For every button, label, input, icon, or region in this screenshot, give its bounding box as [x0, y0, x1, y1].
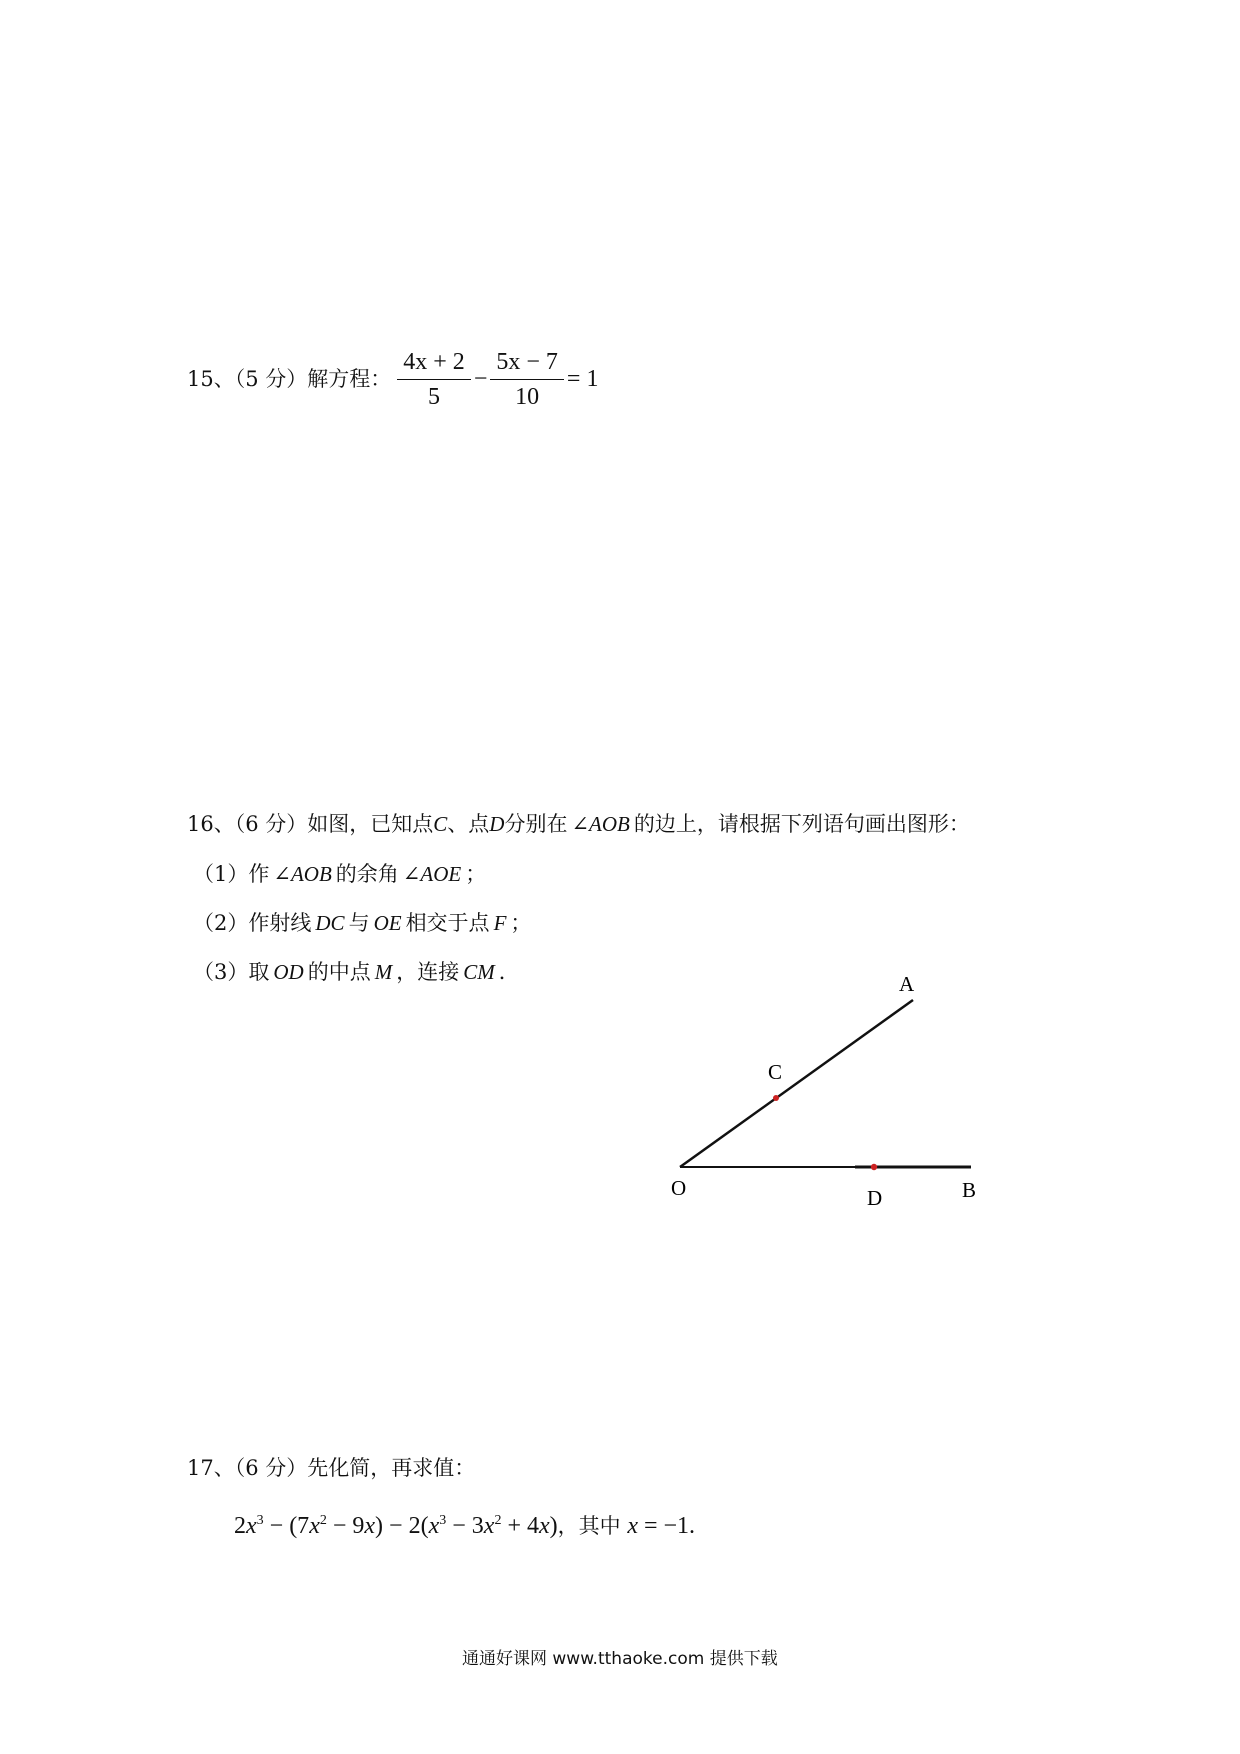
label-c: C: [768, 1060, 783, 1084]
q15-rhs: = 1: [566, 366, 599, 393]
q16-item3-point-m: M: [374, 960, 393, 984]
q16-stem-part: 、点: [447, 812, 490, 836]
q16-item2-ray-dc: DC: [315, 911, 345, 935]
q16-item1-part: ；: [465, 862, 487, 886]
q16-item2-part: ；: [510, 911, 532, 935]
q16-item3-part: ．: [498, 960, 520, 984]
q16-stem-part: 的边上，请根据下列语句画出图形：: [633, 812, 970, 836]
point-c-dot: [773, 1095, 779, 1101]
point-d-dot: [871, 1164, 877, 1170]
label-a: A: [899, 972, 915, 996]
q15-fraction-2: [490, 348, 564, 412]
q16-item3-part: （3）取: [193, 960, 270, 984]
question-17-stem: 17、（6 分）先化简，再求值：: [187, 1456, 476, 1480]
footer-download-note: 通通好课网 www.tthaoke.com 提供下载: [462, 1649, 778, 1669]
question-16-item-2: [193, 911, 531, 936]
ray-oa: [680, 1000, 913, 1167]
q16-item2-part: 相交于点: [405, 911, 490, 935]
q15-frac1-denominator: 5: [428, 383, 441, 410]
q15-fraction-1: [397, 348, 471, 412]
label-o: O: [671, 1176, 687, 1200]
q16-stem-part: 16、（6 分）如图，已知点: [187, 812, 434, 836]
q16-item2-ray-oe: OE: [373, 911, 402, 935]
q16-item3-segment-od: OD: [273, 960, 304, 984]
q16-item3-part: ，连接: [396, 960, 460, 984]
q15-frac2-numerator: 5x − 7: [490, 348, 564, 380]
q16-item1-part: 的余角: [335, 862, 399, 886]
label-d: D: [867, 1186, 883, 1210]
label-b: B: [962, 1178, 977, 1202]
q16-point-c: C: [433, 812, 448, 836]
q16-angle-aob: ∠AOB: [571, 812, 630, 836]
question-17-expression: $2x^3 - (7x^2 - 9x) - 2(x^3 - 3x^2 + 4x)$，其中 x = −1.: [234, 1513, 696, 1539]
q16-item1-angle-aob: ∠AOB: [273, 862, 332, 886]
q16-item2-point-f: F: [493, 911, 507, 935]
q15-prefix: 15、（5 分）解方程：: [187, 367, 392, 392]
question-16-item-1: [193, 862, 486, 887]
q16-point-d: D: [489, 812, 505, 836]
q16-stem-part: 分别在: [504, 812, 568, 836]
q16-item1-angle-aoe: ∠AOE: [402, 862, 462, 886]
q16-item3-segment-cm: CM: [463, 960, 495, 984]
q16-angle-figure: [660, 960, 1000, 1220]
q16-item2-part: 与: [348, 911, 370, 935]
q15-frac1-numerator: 4x + 2: [397, 348, 471, 380]
q16-item2-part: （2）作射线: [193, 911, 312, 935]
question-16-stem: [187, 812, 970, 837]
question-16-item-3: [193, 960, 520, 985]
q16-item3-part: 的中点: [307, 960, 371, 984]
question-15: [187, 348, 601, 412]
q15-frac2-denominator: 10: [515, 383, 540, 410]
q16-item1-part: （1）作: [193, 862, 270, 886]
q15-minus: −: [473, 366, 488, 393]
